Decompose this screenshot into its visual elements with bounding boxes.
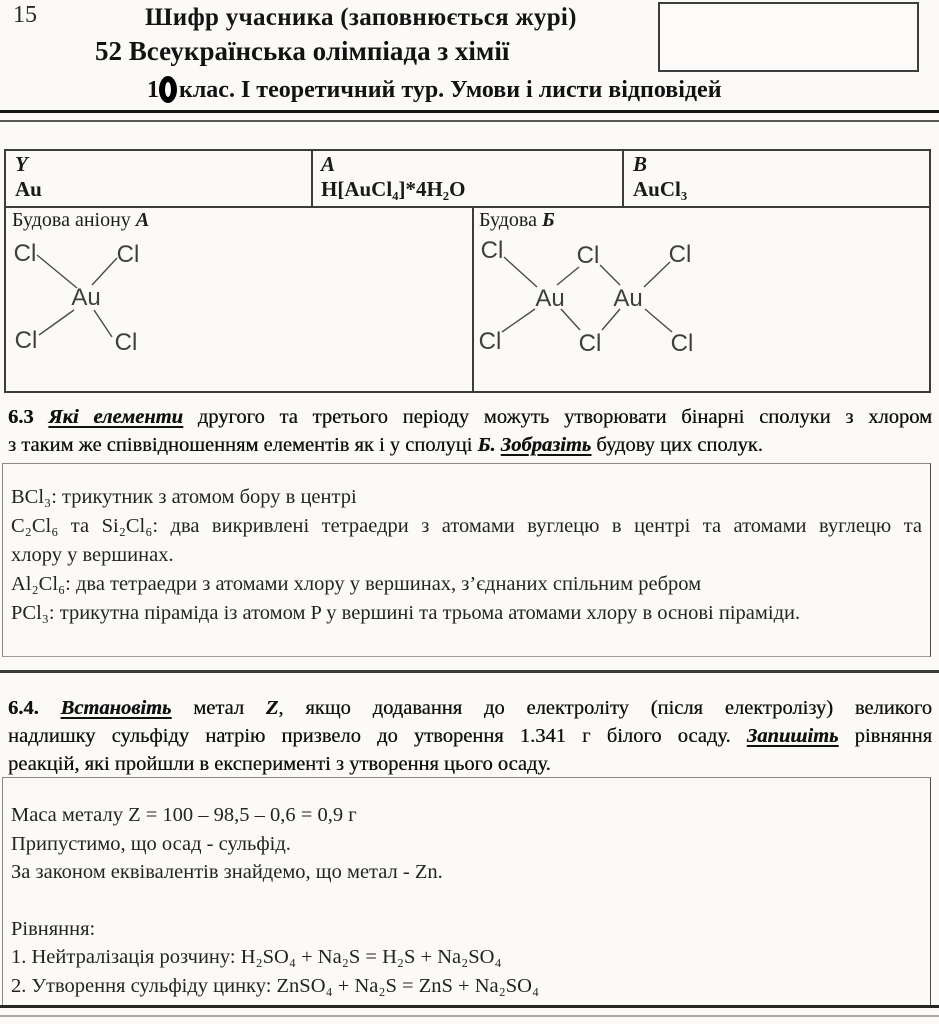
section-divider-rule [0,670,939,673]
participant-cipher-label: Шифр учасника (заповнюється журі) [145,4,577,31]
jury-code-box [658,2,919,72]
pen-mark-over-zero [159,76,177,103]
page-bottom-rule-light [0,1015,939,1017]
atom-label: Cl [480,237,504,264]
answer-box-6-4 [2,777,931,1007]
atom-label: Cl [14,327,38,354]
cell-value-aucl3: AuCl₃ [633,177,688,201]
bond-line [600,265,620,285]
header-rule-bottom [0,120,939,122]
structure-au2cl6-diagram [472,206,929,393]
question-line: надлишку сульфіду натрію призвело до утворення 1.341 г білого осаду. Запишіть рівняння [8,725,932,747]
answer-blank-line [11,887,922,915]
cell-label-a: A [321,152,336,176]
atom-label: Cl [670,330,694,357]
answer-line: Припустимо, що осад - сульфід. [11,832,291,855]
structure-a-caption: Будова аніону А [12,209,150,231]
bond-line [39,310,74,335]
atom-label: Au [71,284,101,311]
bond-line [645,309,672,332]
question-line: з таким же співвідношенням елементів як і у сполуці Б. Зобразіть будову цих сполук. [8,433,763,456]
bond-line [557,267,579,285]
answer-line: Al₂Cl₆: два тетраедри з атомами хлору у вершинах, з’єднаних спільним ребром [11,573,702,595]
answer-line: 2. Утворення сульфіду цинку: ZnSO₄ + Na₂S = ZnS + Na₂SO₄ [11,974,540,997]
answer-line: Рівняння: [11,917,96,940]
answer-line: 1. Нейтралізація розчину: H₂SO₄ + Na₂S = H₂S + Na₂SO₄ [11,946,502,968]
question-line: 6.3 Які елементи другого та третього періоду можуть утворювати бінарні сполуки з хлором [8,406,932,428]
grade-digit: 1 [147,77,159,103]
table-col-divider-1 [311,151,313,206]
round-title-rest: клас. І теоретичний тур. Умови і листи відповідей [179,77,722,103]
bond-line [561,309,580,330]
answer-line: PCl₃: трикутна піраміда із атомом P у вершині та трьома атомами хлору в основі піраміди. [11,602,801,624]
structure-b-caption: Будова Б [479,209,555,231]
atom-label: Cl [478,328,502,355]
structure-aucl4-diagram [6,206,470,393]
round-title [147,76,722,104]
bond-line [502,309,535,332]
answer-line: C₂Cl₆ та Si₂Cl₆: два викривлені тетраедри з атомами вуглецю в центрі та атомами вуглецю та [11,515,922,537]
answer-line: BCl₃: трикутник з атомом бору в центрі [11,486,357,508]
answer-line: хлору у вершинах. [11,544,174,566]
bond-line [504,257,537,287]
atom-label: Au [535,285,565,312]
cell-label-y: Y [15,152,28,176]
bond-line [644,262,670,287]
bond-line [94,310,112,337]
page-number: 15 [13,2,37,28]
atom-label: Cl [578,330,602,357]
bond-line [602,309,620,330]
question-6-3 [8,404,932,459]
atom-label: Cl [114,329,138,356]
cell-value-haucl4: H[AuCl₄]*4H₂O [321,177,466,201]
atom-label: Cl [13,240,37,267]
atom-label: Cl [576,242,600,269]
question-line: реакцій, які пройшли в експерименті з утворення цього осаду. [8,753,551,775]
olympiad-title: 52 Всеукраїнська олімпіада з хімії [95,36,510,66]
cell-value-au: Au [15,177,42,201]
page-bottom-rule [0,1005,939,1008]
header-rule-top [0,110,939,113]
bond-line [92,258,117,285]
answer-box-6-3 [2,463,931,657]
answer-line: Маса металу Z = 100 – 98,5 – 0,6 = 0,9 г [11,804,357,826]
answer-line: За законом еквівалентів знайдемо, що метал - Zn. [11,861,443,883]
atom-label: Au [613,285,643,312]
answers-table [4,149,931,393]
atom-label: Cl [116,241,140,268]
table-col-divider-2 [622,151,624,206]
question-6-4 [8,694,932,778]
question-line: 6.4. Встановіть метал Z, якщо додавання до електроліту (після електролізу) великого [8,697,933,719]
atom-label: Cl [668,241,692,268]
cell-label-b: B [633,152,648,176]
